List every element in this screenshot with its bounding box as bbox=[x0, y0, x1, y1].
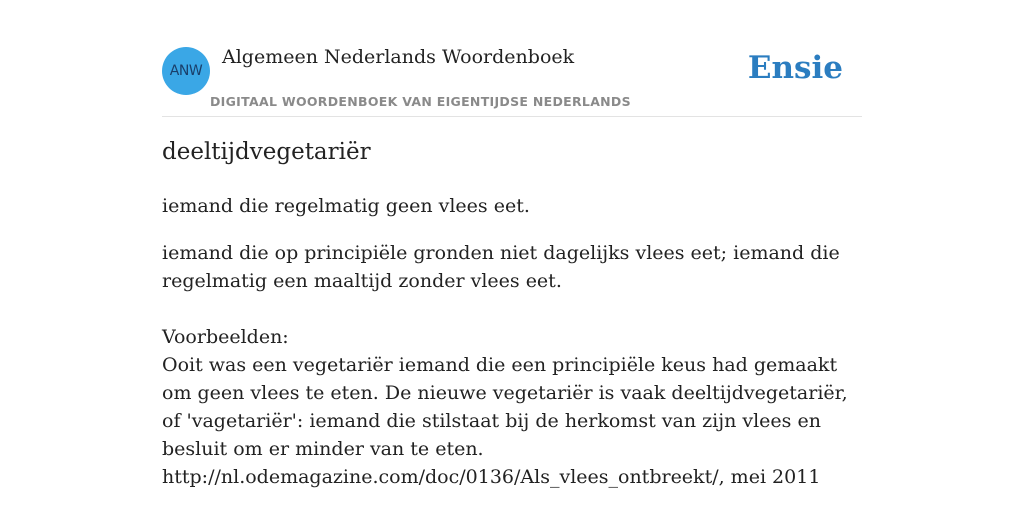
site-header bbox=[162, 0, 862, 117]
definition-2: iemand die op principiële gronden niet dagelijks vlees eet; iemand die regelmatig een maaltijd zonder vlees eet. Voorbeelden: Ooit was een vegetariër iemand die een principiële keus had gemaakt om geen vlees te eten. De nieuwe vegetariër is vaak deeltijdvegetariër, of 'vagetariër': iemand die stilstaat bij de herkomst van zijn vlees en besluit om er minder van te eten. http://nl.odemagazine.com/doc/0136/Als_vlees_ontbreekt/, mei 2011 bbox=[162, 242, 848, 488]
source-title[interactable]: Algemeen Nederlands Woordenboek bbox=[222, 46, 575, 68]
entry-word: deeltijdvegetariër bbox=[162, 139, 371, 165]
entry-content bbox=[162, 192, 862, 510]
ensie-brand-link[interactable]: Ensie bbox=[747, 50, 843, 86]
source-subtitle: DIGITAAL WOORDENBOEK VAN EIGENTIJDSE NEDERLANDS bbox=[210, 94, 631, 109]
anw-logo-icon[interactable]: ANW bbox=[162, 47, 210, 95]
definition-1: iemand die regelmatig geen vlees eet. bbox=[162, 195, 530, 217]
